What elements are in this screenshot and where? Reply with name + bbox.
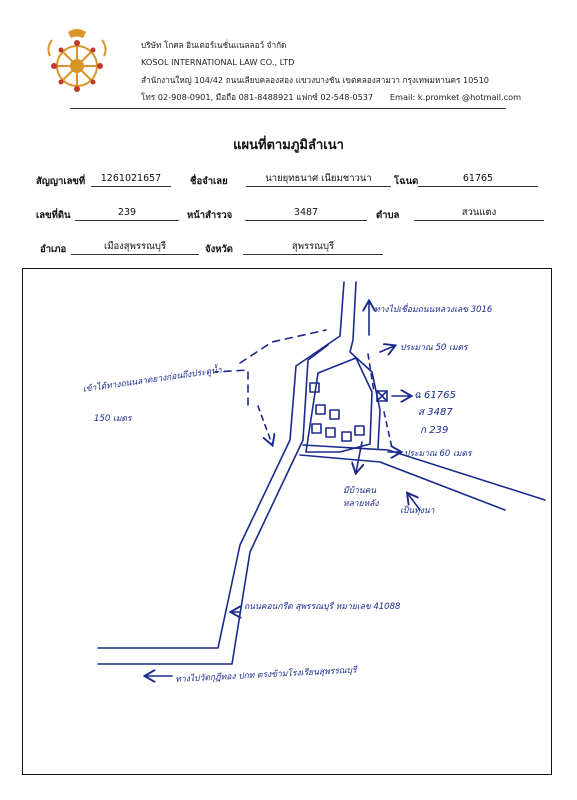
- house-7: [355, 426, 364, 435]
- house-6: [342, 432, 351, 441]
- deed-label: โฉนด: [394, 176, 419, 187]
- house-3: [330, 410, 339, 419]
- note-main-road: ถนนคอนกรีต สุพรรณบุรี หมายเลข 41088: [244, 602, 401, 612]
- note-bottom-road: ทางไปวัดกุฎีทอง ปกท ตรงข้ามโรงเรียนสุพรรณบุรี: [175, 665, 357, 685]
- company-name-th: บริษัท โกศล อินเตอร์เนชั่นแนลลอว์ จำกัด: [141, 40, 287, 50]
- note-access-distance: 150 เมตร: [94, 414, 132, 424]
- page-title: แผนที่ตามภูมิลำเนา: [233, 138, 344, 153]
- contract-value: 1261021657: [91, 172, 171, 187]
- note-land-no: ก 239: [420, 425, 449, 436]
- dashed-route-2: [240, 330, 326, 363]
- survey-label: หน้าสำรวจ: [187, 210, 233, 221]
- note-survey-no: ส 3487: [418, 407, 453, 418]
- province-value: สุพรรณบุรี: [243, 240, 383, 255]
- note-deed-no: ฉ 61765: [414, 390, 456, 401]
- company-address: สำนักงานใหญ่ 104/42 ถนนเลียบคลองสอง แขวงบางชัน เขตคลองสามวา กรุงเทพมหานคร 10510: [141, 75, 489, 85]
- province-label: จังหวัด: [205, 244, 233, 255]
- land-no-value: 239: [75, 206, 179, 221]
- deed-value: 61765: [418, 172, 538, 187]
- house-5: [326, 428, 335, 437]
- note-distance-60: ประมาณ 60 เมตร: [404, 449, 472, 459]
- east-road-bottom: [300, 455, 505, 510]
- north-road-left-edge: [98, 282, 344, 648]
- house-1: [310, 383, 319, 392]
- dashed-route-3: [258, 406, 272, 444]
- company-phones: โทร 02-908-0901, มือถือ 081-8488921 แฟกซ์ 02-548-0537: [141, 92, 374, 102]
- note-rice-field: เป็นทุ่งนา: [400, 506, 435, 516]
- subdistrict-value: สวนแตง: [414, 206, 544, 221]
- land-no-label: เลขที่ดิน: [36, 210, 71, 221]
- house-2: [316, 405, 325, 414]
- company-name-en: KOSOL INTERNATIONAL LAW CO., LTD: [141, 57, 295, 67]
- debtor-value: นายยุทธนาศ เนียมชาวนา: [246, 172, 391, 187]
- district-label: อำเภอ: [40, 244, 67, 255]
- house-4: [312, 424, 321, 433]
- subdistrict-label: ตำบล: [376, 210, 400, 221]
- note-access: เข้าได้ทางถนนลาดยางก่อนถึงประตูน้ำ: [82, 365, 223, 395]
- note-houses-1: มีบ้านคน: [343, 486, 377, 496]
- company-email: Email: k.promket @hotmail.com: [389, 92, 522, 102]
- note-distance-50: ประมาณ 50 เมตร: [400, 343, 468, 353]
- note-road-north: ทางไปเชื่อมถนนหลวงเลข 3016: [374, 305, 493, 315]
- dashed-distance-60: [384, 412, 392, 448]
- contract-label: สัญญาเลขที่: [36, 176, 86, 187]
- survey-value: 3487: [245, 206, 367, 221]
- district-value: เมืองสุพรรณบุรี: [71, 240, 199, 255]
- debtor-label: ชื่อจำเลย: [190, 176, 228, 187]
- note-houses-2: หลายหลัง: [343, 499, 379, 509]
